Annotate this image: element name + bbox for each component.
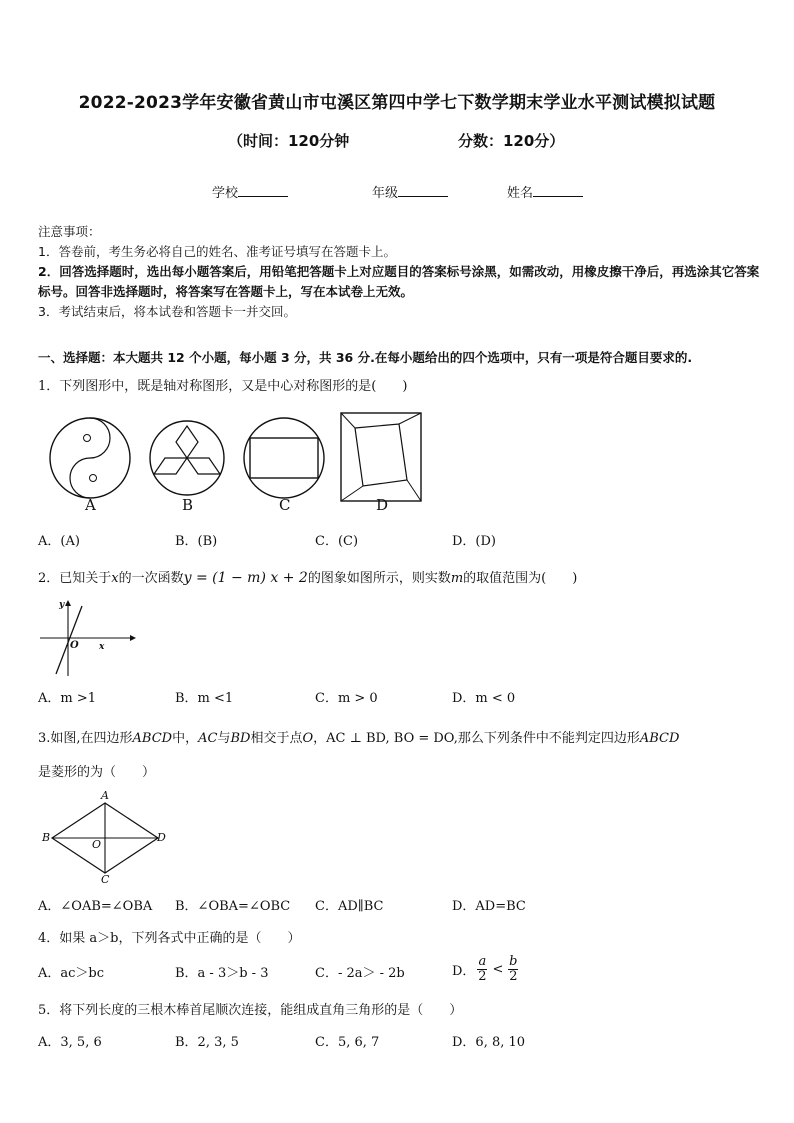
q3-vertex-a: A — [101, 789, 109, 802]
q3-stem-part: 3.如图,在四边形 — [38, 731, 133, 746]
q2-stem — [38, 567, 763, 586]
q2-var-x: x — [111, 571, 119, 586]
q2-stem-part: 的一次函数 — [118, 571, 184, 586]
q1-label-d: D — [376, 496, 389, 514]
q4-option-a[interactable]: A．ac＞bc — [38, 966, 105, 981]
circle-rectangle-figure — [244, 418, 324, 498]
q3-vertex-d: D — [157, 831, 166, 844]
q1-option-c[interactable]: C．(C) — [315, 534, 359, 549]
q2-axis-x: x — [99, 642, 105, 652]
q3-stem-part: 与 — [217, 731, 231, 746]
q3-option-c[interactable]: C．AD∥BC — [315, 899, 384, 914]
name-blank[interactable] — [533, 184, 583, 197]
q3-option-a[interactable]: A．∠OAB=∠OBA — [38, 899, 153, 914]
q3-abcd: ABCD — [132, 731, 173, 746]
q3-condition: AC ⊥ BD, BO = DO — [326, 731, 454, 746]
q4-fraction-b — [508, 955, 518, 984]
q3-abcd-2: ABCD — [639, 731, 680, 746]
q4-frac-a-den: 2 — [478, 969, 487, 984]
q2-option-c[interactable]: C．m > 0 — [315, 691, 378, 706]
section-heading: 一、选择题：本大题共 12 个小题，每小题 3 分，共 36 分.在每小题给出的四个选项中，只有一项是符合题目要求的. — [38, 350, 693, 365]
notes-heading: 注意事项： — [38, 224, 101, 239]
q4-frac-b-den: 2 — [509, 969, 518, 984]
grade-blank[interactable] — [398, 184, 448, 197]
q2-stem-part: 的图象如图所示，则实数 — [307, 571, 451, 586]
q1-option-b[interactable]: B．(B) — [175, 534, 218, 549]
q4-option-c[interactable]: C．- 2a＞ - 2b — [315, 966, 405, 981]
page-title: 2022-2023学年安徽省黄山市屯溪区第四中学七下数学期末学业水平测试模拟试题 — [78, 93, 716, 113]
q3-stem-part: 是菱形的为（ ） — [38, 765, 156, 780]
q3-vertex-c: C — [101, 873, 110, 886]
q1-option-d[interactable]: D．(D) — [452, 534, 496, 549]
q4-fraction-a — [477, 955, 487, 984]
q3-option-b[interactable]: B．∠OBA=∠OBC — [175, 899, 291, 914]
three-diamond-figure — [150, 421, 224, 495]
q1-option-a[interactable]: A．(A) — [38, 534, 80, 549]
q1-stem: 1．下列图形中，既是轴对称图形，又是中心对称图形的是( ) — [38, 379, 408, 394]
q3-stem — [38, 722, 763, 790]
q4-option-d[interactable] — [452, 955, 520, 984]
school-blank[interactable] — [238, 184, 288, 197]
q5-stem: 5．将下列长度的三根木棒首尾顺次连接，能组成直角三角形的是（ ） — [38, 1003, 463, 1018]
q4-option-b[interactable]: B．a - 3＞b - 3 — [175, 966, 269, 981]
q3-option-d[interactable]: D．AD=BC — [452, 899, 526, 914]
q3-bd: BD — [230, 731, 251, 746]
q5-option-a[interactable]: A．3, 5, 6 — [38, 1035, 102, 1050]
yin-yang-figure — [50, 418, 130, 498]
exam-score: 分数：120分） — [458, 132, 565, 150]
school-field — [212, 182, 288, 201]
q2-stem-part: 的取值范围为( ) — [463, 571, 578, 586]
grade-field — [372, 182, 448, 201]
q4-option-d-prefix: D． — [452, 964, 476, 979]
school-label: 学校 — [212, 186, 239, 201]
notes-block — [38, 222, 763, 322]
q3-stem-part: 中， — [172, 731, 199, 746]
q2-option-b[interactable]: B．m <1 — [175, 691, 234, 706]
q5-option-d[interactable]: D．6, 8, 10 — [452, 1035, 526, 1050]
notes-item-2: 2．回答选择题时，选出每小题答案后，用铅笔把答题卡上对应题目的答案标号涂黑，如需改动，用橡皮擦干净后，再选涂其它答案标号。回答非选择题时，将答案写在答题卡上，写在本试卷上无效。 — [38, 264, 760, 299]
q1-label-c: C — [279, 496, 291, 514]
q3-stem-part: 相交于点 — [250, 731, 303, 746]
name-field — [507, 182, 583, 201]
q2-option-d[interactable]: D．m < 0 — [452, 691, 516, 706]
q2-origin: O — [70, 640, 79, 651]
notes-item-3: 3．考试结束后，将本试卷和答题卡一并交回。 — [38, 304, 296, 319]
q4-stem: 4．如果 a＞b，下列各式中正确的是（ ） — [38, 931, 301, 946]
q2-axis-y: y — [59, 600, 65, 610]
q4-frac-b-num: b — [509, 954, 518, 969]
q2-stem-part: 2．已知关于 — [38, 571, 112, 586]
name-label: 姓名 — [507, 186, 534, 201]
q2-option-a[interactable]: A．m >1 — [38, 691, 97, 706]
q4-frac-lt: < — [492, 962, 504, 977]
q4-frac-a-num: a — [478, 954, 487, 969]
q3-stem-part: ， — [313, 731, 327, 746]
q1-figures — [0, 408, 794, 518]
q1-label-a: A — [85, 496, 96, 514]
q2-graph — [30, 598, 150, 688]
q3-vertex-b: B — [42, 831, 51, 844]
square-pinwheel-figure — [341, 413, 421, 501]
q3-ac: AC — [198, 731, 218, 746]
q5-option-c[interactable]: C．5, 6, 7 — [315, 1035, 380, 1050]
q1-label-b: B — [182, 496, 194, 514]
grade-label: 年级 — [372, 186, 399, 201]
q5-option-b[interactable]: B．2, 3, 5 — [175, 1035, 239, 1050]
q2-var-m: m — [450, 571, 464, 586]
q3-stem-part: ,那么下列条件中不能判定四边形 — [453, 731, 640, 746]
notes-item-1: 1．答卷前，考生务必将自己的姓名、准考证号填写在答题卡上。 — [38, 244, 396, 259]
q3-vertex-o: O — [92, 838, 102, 851]
q2-formula: y = (1 − m) x + 2 — [183, 570, 308, 586]
exam-time: （时间：120分钟 — [228, 132, 350, 150]
q3-o: O — [302, 731, 314, 746]
